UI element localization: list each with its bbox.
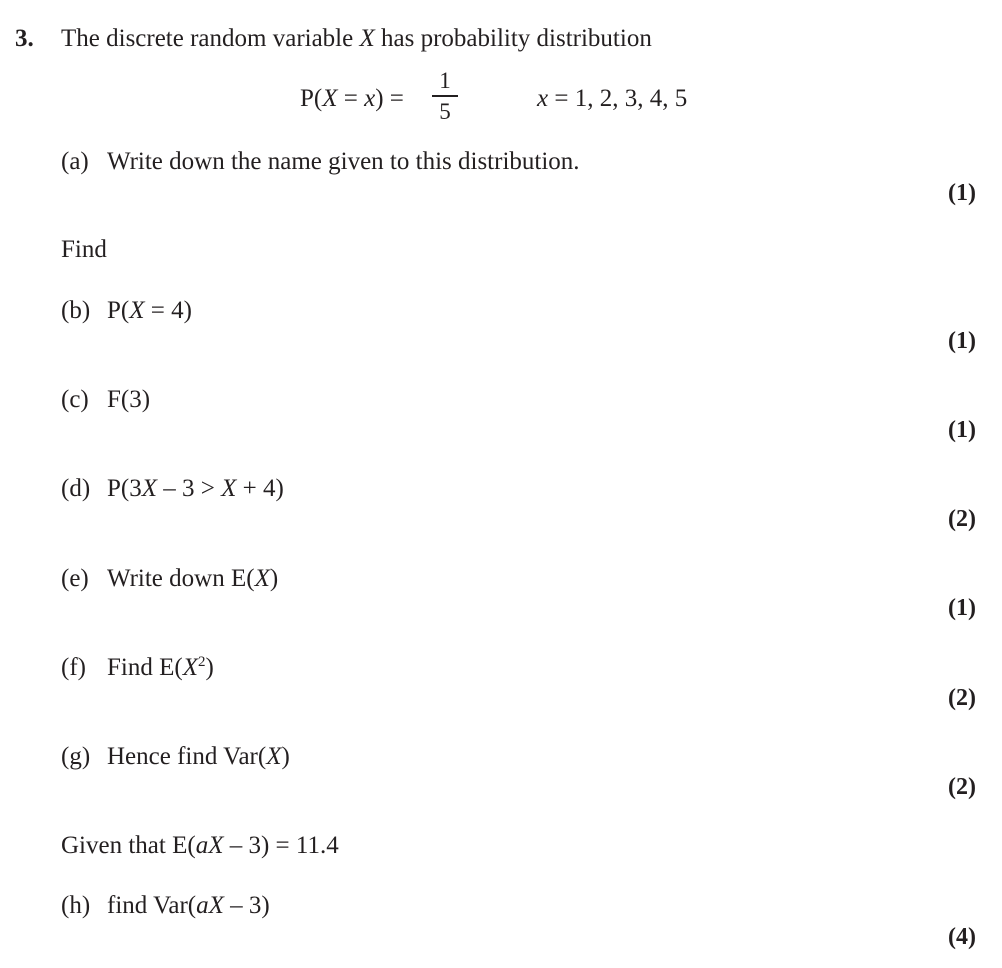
part-d-label: (d): [61, 475, 91, 502]
formula-fraction: [430, 69, 460, 123]
part-f-post: ): [205, 654, 214, 681]
stem-variable: X: [359, 25, 375, 52]
part-c: [61, 387, 150, 412]
part-g-var: X: [266, 743, 282, 770]
part-h: [61, 893, 270, 918]
fraction-bar: [432, 95, 458, 97]
part-g-label: (g): [61, 743, 91, 770]
part-e-marks: (1): [948, 595, 976, 621]
fraction-numerator: 1: [439, 68, 451, 93]
part-b-pre: P(: [107, 297, 130, 324]
part-d-mid: – 3 >: [157, 475, 222, 502]
given-statement: [61, 833, 339, 858]
part-d-post: + 4): [236, 475, 284, 502]
stem-text: The discrete random variable: [61, 25, 360, 52]
formula-var-x-lower: x: [364, 85, 376, 112]
part-g-marks: (2): [948, 774, 976, 800]
part-g: [61, 744, 290, 769]
formula-close: ) =: [375, 85, 404, 112]
part-d-marks: (2): [948, 506, 976, 532]
range-values: = 1, 2, 3, 4, 5: [548, 85, 688, 112]
part-f-var: X: [182, 654, 198, 681]
part-d-var2: X: [221, 475, 237, 502]
part-b-post: = 4): [144, 297, 192, 324]
part-f-marks: (2): [948, 685, 976, 711]
part-h-label: (h): [61, 892, 91, 919]
given-post: – 3) = 11.4: [223, 832, 339, 859]
formula-lhs: [300, 86, 404, 111]
part-h-pre: find Var(: [107, 892, 197, 919]
given-var: aX: [195, 832, 224, 859]
formula-range: [537, 86, 687, 111]
fraction-denominator: 5: [439, 98, 451, 124]
formula-equals: =: [337, 85, 365, 112]
part-a-label: (a): [61, 148, 89, 175]
find-label: Find: [61, 236, 107, 263]
part-d: [61, 476, 284, 501]
question-stem: [61, 26, 652, 51]
given-pre: Given that E(: [61, 832, 196, 859]
part-e-pre: Write down E(: [107, 565, 255, 592]
question-number: 3.: [15, 25, 34, 52]
part-h-post: – 3): [223, 892, 270, 919]
part-b-marks: (1): [948, 328, 976, 354]
formula-var-x-upper: X: [322, 85, 338, 112]
part-e-label: (e): [61, 565, 89, 592]
part-f-exponent: 2: [197, 654, 206, 670]
part-d-pre: P(3: [107, 475, 142, 502]
stem-text-end: has probability distribution: [374, 25, 652, 52]
part-f: [61, 655, 214, 680]
part-f-pre: Find E(: [107, 654, 183, 681]
part-h-marks: (4): [948, 924, 976, 950]
part-h-var: aX: [196, 892, 224, 919]
part-c-marks: (1): [948, 417, 976, 443]
part-f-label: (f): [61, 654, 86, 681]
part-g-post: ): [281, 743, 290, 770]
part-b-var: X: [129, 297, 145, 324]
formula-p: P(: [300, 85, 323, 112]
part-a-marks: (1): [948, 180, 976, 206]
part-e: [61, 566, 278, 591]
part-c-text: F(3): [107, 386, 151, 413]
part-a-text: Write down the name given to this distribution.: [107, 148, 580, 175]
part-e-post: ): [269, 565, 279, 592]
part-d-var1: X: [141, 475, 158, 502]
part-e-var: X: [254, 565, 270, 592]
range-variable: x: [537, 85, 549, 112]
part-a: [61, 149, 580, 174]
part-b: [61, 298, 192, 323]
part-g-pre: Hence find Var(: [107, 743, 267, 770]
part-c-label: (c): [61, 386, 89, 413]
part-b-label: (b): [61, 297, 91, 324]
